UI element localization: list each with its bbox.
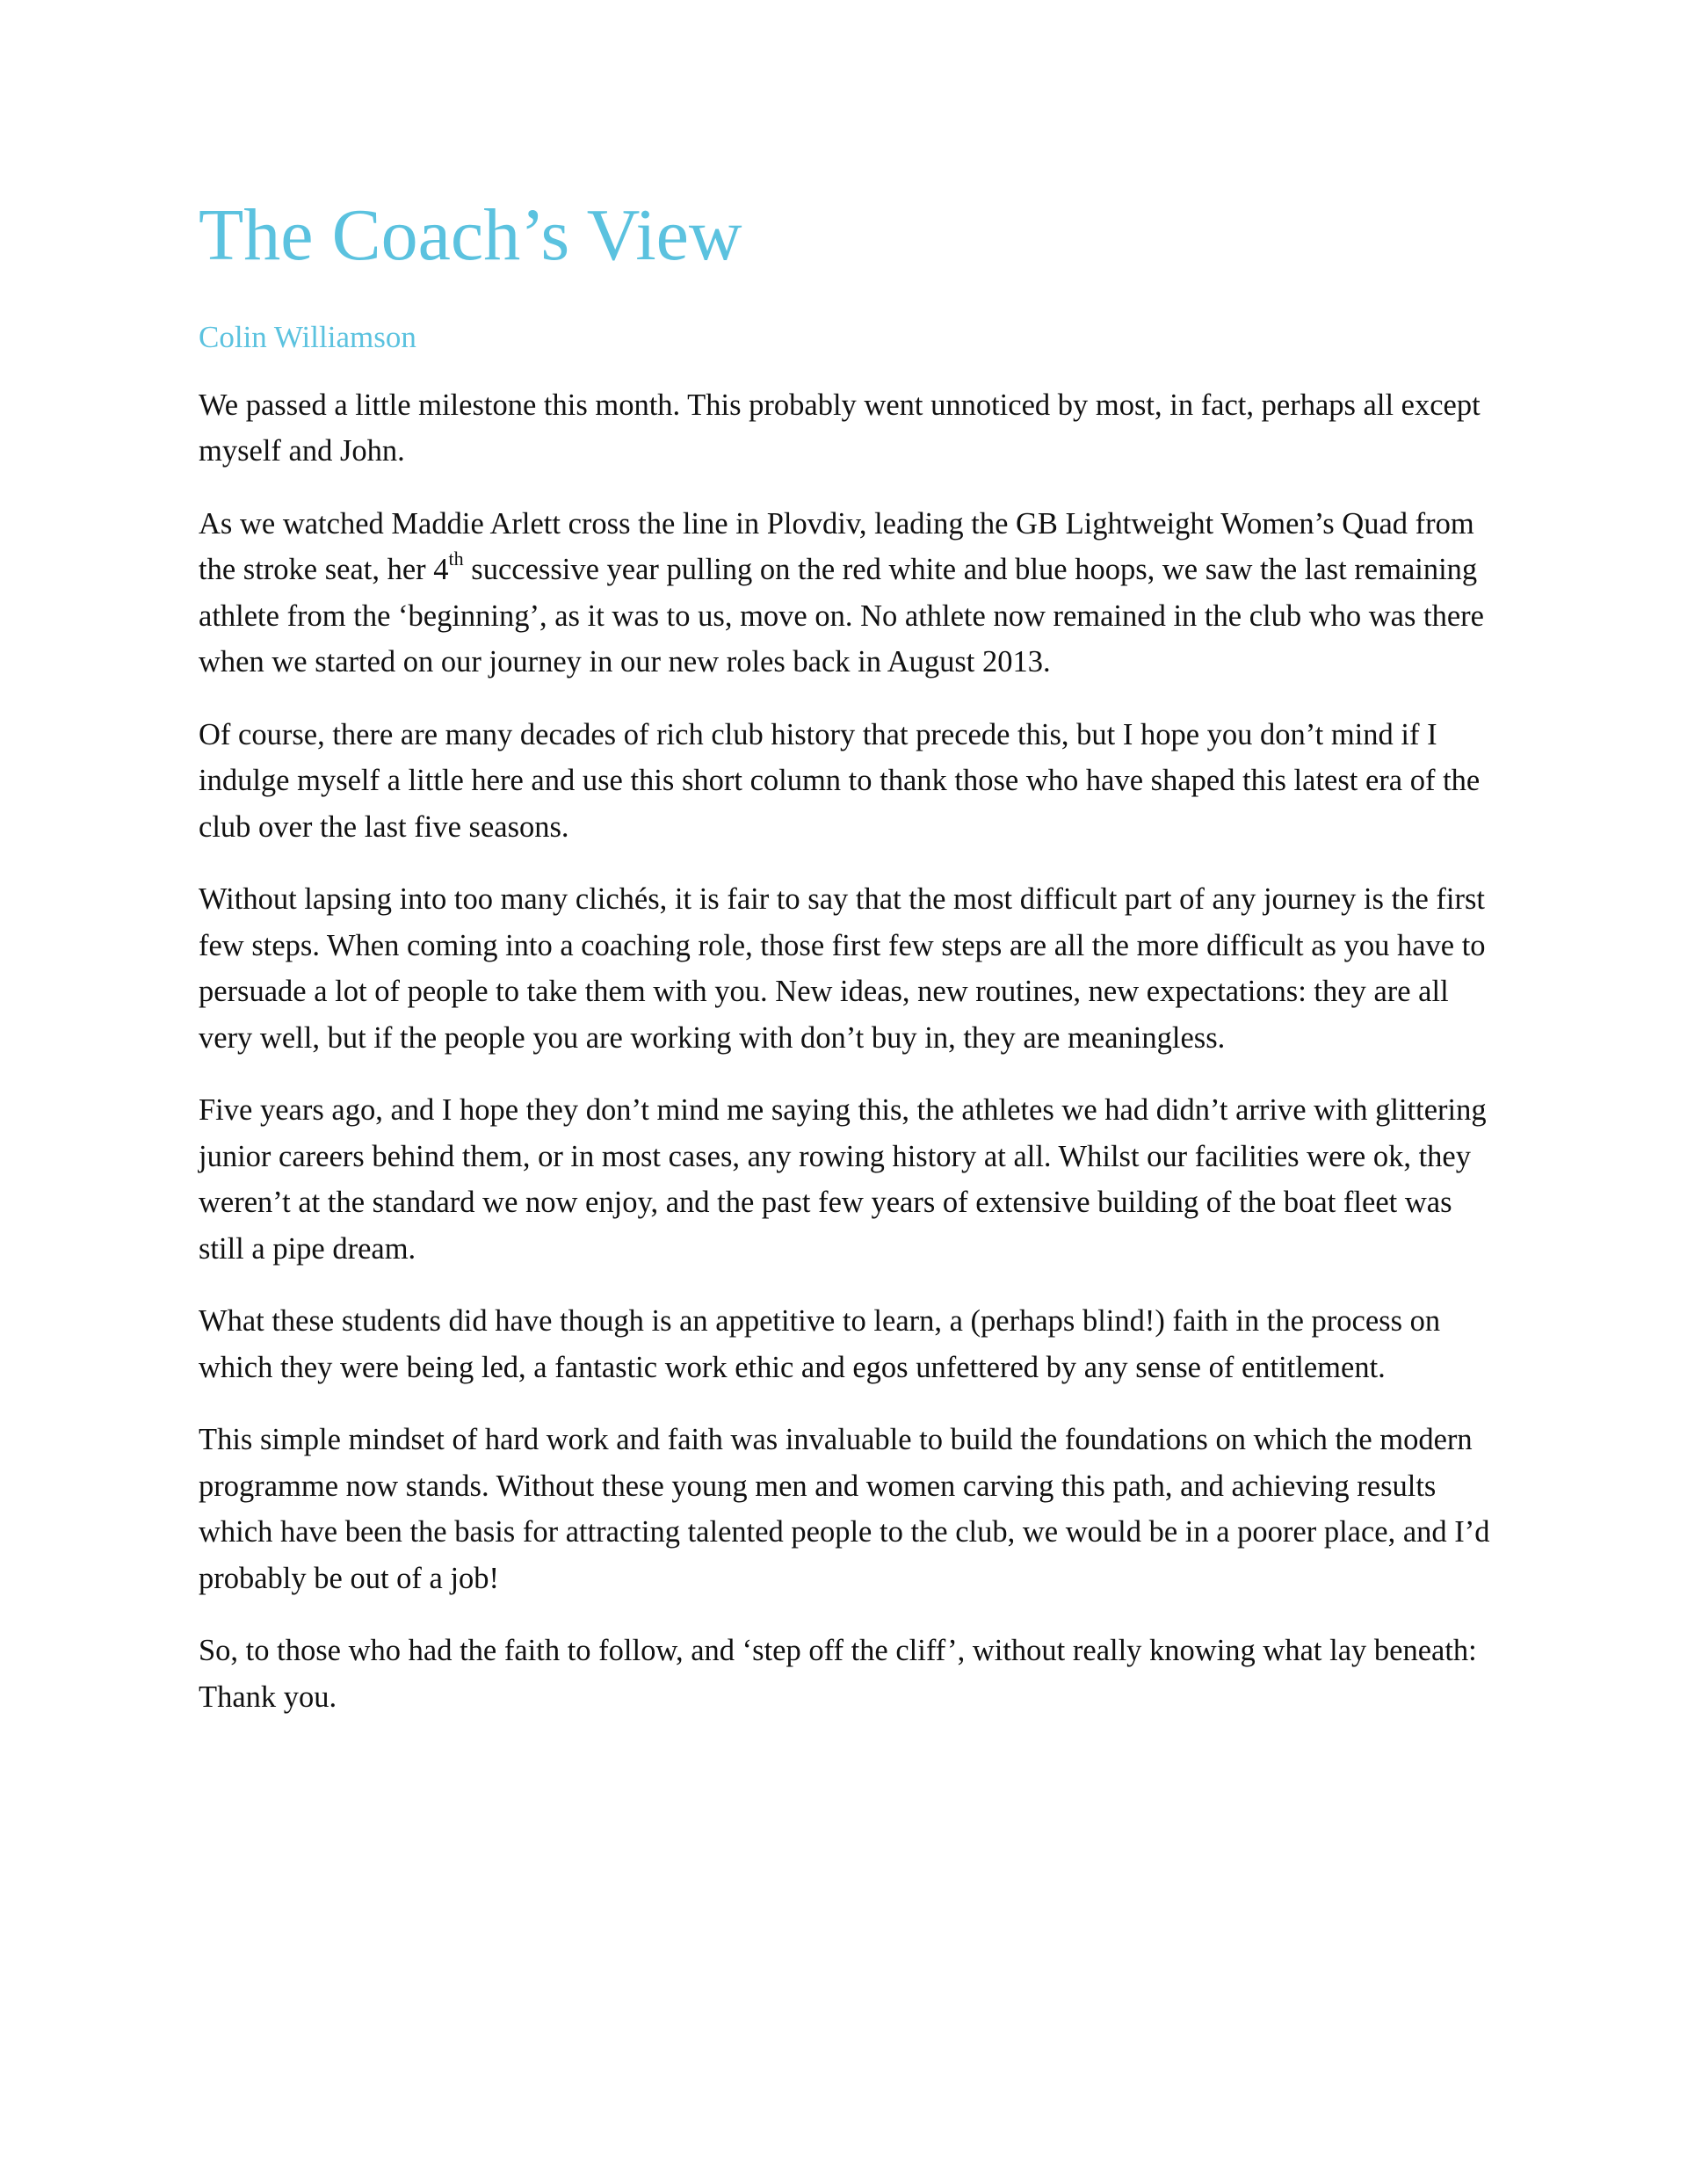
article-title: The Coach’s View (199, 194, 742, 276)
paragraph-1: We passed a little milestone this month. This probably went unnoticed by most, in fact, perhaps all except myself and John. (199, 388, 1481, 468)
paragraph-4: Without lapsing into too many clichés, it is fair to say that the most difficult part of any journey is the first few steps. When coming into a coaching role, those first few steps are all the more difficult as you have to persuade a lot of people to take them with you. New ideas, new routines, new expectations: they are all very well, but if the people you are working with don’t buy in, they are meaningless. (199, 882, 1486, 1055)
paragraph-6: What these students did have though is an appetitive to learn, a (perhaps blind!) faith in the process on which they were being led, a fantastic work ethic and egos unfettered by any sense of entitlement. (199, 1304, 1441, 1384)
paragraph-2-part-2: successive year pulling on the red white and blue hoops, we saw the last remaining athlete from the ‘beginning’, as it was to us, move on. No athlete now remained in the club who was there when we started on our journey in our new roles back in August 2013. (199, 553, 1484, 679)
paragraph-3: Of course, there are many decades of rich club history that precede this, but I hope you don’t mind if I indulge myself a little here and use this short column to thank those who have shaped this latest era of the club over the last five seasons. (199, 717, 1481, 844)
paragraph-2-part-1: As we watched Maddie Arlett cross the line in Plovdiv, leading the GB Lightweight Women’s Quad from the stroke seat, her 4 (199, 506, 1474, 587)
paragraph-8: So, to those who had the faith to follow, and ‘step off the cliff’, without really knowing what lay beneath: Thank you. (199, 1634, 1477, 1714)
article (199, 193, 1490, 1720)
article-author: Colin Williamson (199, 319, 416, 354)
ordinal-superscript: th (448, 547, 464, 570)
paragraph-7: This simple mindset of hard work and faith was invaluable to build the foundations on which the modern programme now stands. Without these young men and women carving this path, and achieving results which have been the basis for attracting talented people to the club, we would be in a poorer place, and I’d probably be out of a job! (199, 1423, 1490, 1595)
paragraph-2 (199, 501, 1490, 686)
paragraph-5: Five years ago, and I hope they don’t mind me saying this, the athletes we had didn’t arrive with glittering junior careers behind them, or in most cases, any rowing history at all. Whilst our facilities were ok, they weren’t at the standard we now enjoy, and the past few years of extensive building of the boat fleet was still a pipe dream. (199, 1093, 1487, 1266)
